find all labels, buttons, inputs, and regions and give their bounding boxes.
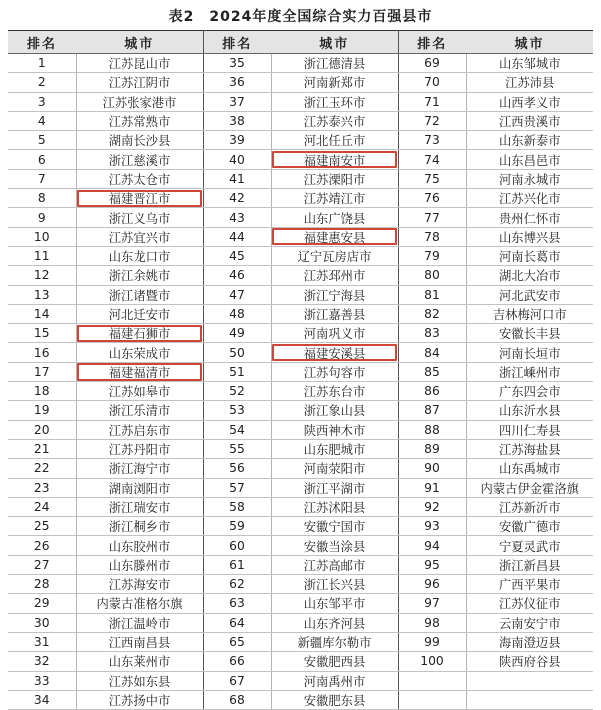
rank-cell: 46 — [203, 266, 271, 285]
rank-cell: 43 — [203, 208, 271, 227]
city-cell: 山东昌邑市 — [466, 150, 593, 169]
city-cell: 江苏新沂市 — [466, 497, 593, 516]
rank-cell: 13 — [8, 285, 76, 304]
rank-cell: 96 — [398, 575, 466, 594]
city-header: 城市 — [76, 31, 203, 54]
table-row — [8, 439, 593, 458]
rank-cell: 81 — [398, 285, 466, 304]
city-cell: 安徽长丰县 — [466, 324, 593, 343]
city-cell: 浙江长兴县 — [271, 575, 398, 594]
table-row — [8, 671, 593, 690]
city-cell: 江苏常熟市 — [76, 111, 203, 130]
city-cell: 山东肥城市 — [271, 439, 398, 458]
city-cell: 湖南浏阳市 — [76, 478, 203, 497]
city-cell: 山东邹城市 — [466, 54, 593, 73]
rank-cell: 83 — [398, 324, 466, 343]
rank-cell: 55 — [203, 439, 271, 458]
city-cell: 湖北大冶市 — [466, 266, 593, 285]
city-cell: 山东博兴县 — [466, 227, 593, 246]
city-cell: 江苏如东县 — [76, 671, 203, 690]
rank-cell: 61 — [203, 555, 271, 574]
city-cell: 浙江瑞安市 — [76, 497, 203, 516]
city-cell: 安徽肥西县 — [271, 652, 398, 671]
city-cell: 河南永城市 — [466, 169, 593, 188]
city-cell: 江苏丹阳市 — [76, 439, 203, 458]
table-row — [8, 690, 593, 709]
rank-cell: 68 — [203, 690, 271, 709]
city-cell: 山东邹平市 — [271, 594, 398, 613]
city-cell: 广东四会市 — [466, 382, 593, 401]
ranking-body — [8, 54, 593, 710]
table-row — [8, 575, 593, 594]
rank-cell: 15 — [8, 324, 76, 343]
rank-cell: 65 — [203, 632, 271, 651]
table-row — [8, 73, 593, 92]
table-row — [8, 478, 593, 497]
ranking-table — [8, 30, 593, 710]
rank-cell: 17 — [8, 362, 76, 381]
rank-cell: 30 — [8, 613, 76, 632]
rank-cell: 18 — [8, 382, 76, 401]
city-cell: 江苏宜兴市 — [76, 227, 203, 246]
table-row — [8, 401, 593, 420]
city-cell: 陕西神木市 — [271, 420, 398, 439]
city-cell: 内蒙古伊金霍洛旗 — [466, 478, 593, 497]
rank-cell: 29 — [8, 594, 76, 613]
highlighted-city-cell: 福建惠安县 — [271, 227, 398, 246]
rank-cell: 24 — [8, 497, 76, 516]
city-cell: 山东齐河县 — [271, 613, 398, 632]
table-row — [8, 497, 593, 516]
rank-cell: 49 — [203, 324, 271, 343]
city-cell: 河南长垣市 — [466, 343, 593, 362]
rank-cell: 56 — [203, 459, 271, 478]
city-cell: 河北迁安市 — [76, 304, 203, 323]
city-cell: 山东龙口市 — [76, 246, 203, 265]
rank-cell: 64 — [203, 613, 271, 632]
city-cell: 浙江余姚市 — [76, 266, 203, 285]
rank-cell: 76 — [398, 189, 466, 208]
rank-cell: 91 — [398, 478, 466, 497]
rank-cell: 92 — [398, 497, 466, 516]
rank-cell: 85 — [398, 362, 466, 381]
rank-cell: 60 — [203, 536, 271, 555]
city-cell: 浙江象山县 — [271, 401, 398, 420]
rank-cell: 8 — [8, 189, 76, 208]
city-cell: 江苏海盐县 — [466, 439, 593, 458]
table-row — [8, 246, 593, 265]
city-cell: 四川仁寿县 — [466, 420, 593, 439]
city-cell: 山东广饶县 — [271, 208, 398, 227]
rank-cell: 21 — [8, 439, 76, 458]
rank-cell: 25 — [8, 517, 76, 536]
rank-header: 排名 — [8, 31, 76, 54]
table-row — [8, 420, 593, 439]
table-row — [8, 594, 593, 613]
table-row — [8, 304, 593, 323]
rank-cell: 5 — [8, 131, 76, 150]
rank-cell: 99 — [398, 632, 466, 651]
highlighted-city-cell: 福建福清市 — [76, 362, 203, 381]
table-row — [8, 285, 593, 304]
table-row — [8, 92, 593, 111]
table-row — [8, 111, 593, 130]
city-cell: 江苏兴化市 — [466, 189, 593, 208]
rank-cell: 88 — [398, 420, 466, 439]
rank-cell: 78 — [398, 227, 466, 246]
rank-cell: 40 — [203, 150, 271, 169]
city-cell: 江西南昌县 — [76, 632, 203, 651]
rank-cell: 62 — [203, 575, 271, 594]
city-cell: 浙江乐清市 — [76, 401, 203, 420]
rank-cell: 75 — [398, 169, 466, 188]
city-cell: 江苏泰兴市 — [271, 111, 398, 130]
rank-cell: 53 — [203, 401, 271, 420]
rank-cell: 52 — [203, 382, 271, 401]
rank-cell: 37 — [203, 92, 271, 111]
city-cell: 江苏太仓市 — [76, 169, 203, 188]
table-row — [8, 131, 593, 150]
city-cell: 山东滕州市 — [76, 555, 203, 574]
city-cell: 江苏靖江市 — [271, 189, 398, 208]
highlighted-city-cell: 福建安溪县 — [271, 343, 398, 362]
rank-cell: 77 — [398, 208, 466, 227]
rank-cell: 94 — [398, 536, 466, 555]
rank-cell: 6 — [8, 150, 76, 169]
rank-cell: 74 — [398, 150, 466, 169]
city-cell: 新疆库尔勒市 — [271, 632, 398, 651]
highlighted-city-cell: 福建晋江市 — [76, 189, 203, 208]
city-cell: 江苏海安市 — [76, 575, 203, 594]
city-cell: 浙江新昌县 — [466, 555, 593, 574]
city-cell: 浙江宁海县 — [271, 285, 398, 304]
rank-cell: 90 — [398, 459, 466, 478]
rank-cell: 87 — [398, 401, 466, 420]
city-cell: 广西平果市 — [466, 575, 593, 594]
rank-cell: 20 — [8, 420, 76, 439]
rank-cell: 54 — [203, 420, 271, 439]
city-cell: 山西孝义市 — [466, 92, 593, 111]
city-cell: 江西贵溪市 — [466, 111, 593, 130]
rank-header: 排名 — [398, 31, 466, 54]
header-row — [8, 31, 593, 54]
city-cell: 浙江嘉善县 — [271, 304, 398, 323]
city-cell: 江苏昆山市 — [76, 54, 203, 73]
city-cell: 辽宁瓦房店市 — [271, 246, 398, 265]
rank-cell: 63 — [203, 594, 271, 613]
rank-cell: 41 — [203, 169, 271, 188]
city-cell: 内蒙古准格尔旗 — [76, 594, 203, 613]
city-cell: 江苏启东市 — [76, 420, 203, 439]
table-row — [8, 189, 593, 208]
rank-cell: 27 — [8, 555, 76, 574]
rank-cell: 28 — [8, 575, 76, 594]
rank-cell: 9 — [8, 208, 76, 227]
table-row — [8, 555, 593, 574]
city-cell: 河南长葛市 — [466, 246, 593, 265]
city-cell: 吉林梅河口市 — [466, 304, 593, 323]
city-cell: 浙江温岭市 — [76, 613, 203, 632]
rank-cell: 33 — [8, 671, 76, 690]
highlighted-city-cell: 福建南安市 — [271, 150, 398, 169]
rank-cell: 86 — [398, 382, 466, 401]
city-cell — [466, 671, 593, 690]
city-cell: 江苏邳州市 — [271, 266, 398, 285]
rank-cell: 44 — [203, 227, 271, 246]
rank-cell: 34 — [8, 690, 76, 709]
table-row — [8, 208, 593, 227]
table-row — [8, 459, 593, 478]
table-row — [8, 613, 593, 632]
rank-cell: 4 — [8, 111, 76, 130]
rank-cell: 50 — [203, 343, 271, 362]
rank-cell: 71 — [398, 92, 466, 111]
rank-cell: 7 — [8, 169, 76, 188]
city-cell: 江苏江阴市 — [76, 73, 203, 92]
table-row — [8, 150, 593, 169]
table-row — [8, 632, 593, 651]
rank-cell: 14 — [8, 304, 76, 323]
table-row — [8, 652, 593, 671]
rank-cell: 10 — [8, 227, 76, 246]
city-cell: 浙江嵊州市 — [466, 362, 593, 381]
city-cell: 贵州仁怀市 — [466, 208, 593, 227]
rank-cell: 51 — [203, 362, 271, 381]
rank-cell: 80 — [398, 266, 466, 285]
rank-cell: 57 — [203, 478, 271, 497]
rank-cell: 58 — [203, 497, 271, 516]
city-cell: 浙江海宁市 — [76, 459, 203, 478]
rank-cell: 12 — [8, 266, 76, 285]
table-row — [8, 536, 593, 555]
rank-cell: 35 — [203, 54, 271, 73]
rank-cell: 19 — [8, 401, 76, 420]
city-cell: 山东沂水县 — [466, 401, 593, 420]
city-cell: 江苏张家港市 — [76, 92, 203, 111]
city-cell: 安徽肥东县 — [271, 690, 398, 709]
city-cell: 云南安宁市 — [466, 613, 593, 632]
city-cell: 山东禹城市 — [466, 459, 593, 478]
city-cell: 江苏沛县 — [466, 73, 593, 92]
city-cell: 河南新郑市 — [271, 73, 398, 92]
rank-cell: 69 — [398, 54, 466, 73]
city-cell: 山东胶州市 — [76, 536, 203, 555]
city-cell: 河南禹州市 — [271, 671, 398, 690]
rank-cell: 31 — [8, 632, 76, 651]
rank-header: 排名 — [203, 31, 271, 54]
city-header: 城市 — [466, 31, 593, 54]
rank-cell: 98 — [398, 613, 466, 632]
rank-cell: 16 — [8, 343, 76, 362]
city-cell: 河南巩义市 — [271, 324, 398, 343]
city-cell: 浙江慈溪市 — [76, 150, 203, 169]
rank-cell: 32 — [8, 652, 76, 671]
rank-cell: 84 — [398, 343, 466, 362]
city-cell: 浙江平湖市 — [271, 478, 398, 497]
rank-cell: 45 — [203, 246, 271, 265]
rank-cell: 48 — [203, 304, 271, 323]
city-cell: 安徽广德市 — [466, 517, 593, 536]
city-cell: 海南澄迈县 — [466, 632, 593, 651]
table-caption: 表2 2024年度全国综合实力百强县市 — [168, 9, 433, 25]
rank-cell: 67 — [203, 671, 271, 690]
highlighted-city-cell: 福建石狮市 — [76, 324, 203, 343]
table-row — [8, 343, 593, 362]
city-cell: 陕西府谷县 — [466, 652, 593, 671]
city-cell: 安徽宁国市 — [271, 517, 398, 536]
table-row — [8, 382, 593, 401]
rank-cell: 42 — [203, 189, 271, 208]
table-row — [8, 517, 593, 536]
city-cell: 江苏高邮市 — [271, 555, 398, 574]
city-cell: 浙江玉环市 — [271, 92, 398, 111]
rank-cell: 2 — [8, 73, 76, 92]
city-cell: 江苏如皋市 — [76, 382, 203, 401]
city-cell: 河南荥阳市 — [271, 459, 398, 478]
table-row — [8, 362, 593, 381]
city-cell: 浙江诸暨市 — [76, 285, 203, 304]
city-cell: 河北任丘市 — [271, 131, 398, 150]
rank-cell: 38 — [203, 111, 271, 130]
table-row — [8, 227, 593, 246]
city-cell: 浙江德清县 — [271, 54, 398, 73]
city-cell — [466, 690, 593, 709]
table-row — [8, 169, 593, 188]
rank-cell: 93 — [398, 517, 466, 536]
table-row — [8, 266, 593, 285]
rank-cell: 73 — [398, 131, 466, 150]
rank-cell: 70 — [398, 73, 466, 92]
rank-cell: 39 — [203, 131, 271, 150]
city-cell: 山东荣成市 — [76, 343, 203, 362]
rank-cell: 100 — [398, 652, 466, 671]
city-cell: 江苏扬中市 — [76, 690, 203, 709]
city-cell: 江苏溧阳市 — [271, 169, 398, 188]
rank-cell: 23 — [8, 478, 76, 497]
rank-cell: 95 — [398, 555, 466, 574]
rank-cell: 79 — [398, 246, 466, 265]
rank-cell: 3 — [8, 92, 76, 111]
rank-cell — [398, 671, 466, 690]
table-row — [8, 54, 593, 73]
rank-cell: 97 — [398, 594, 466, 613]
city-cell: 山东莱州市 — [76, 652, 203, 671]
rank-cell: 66 — [203, 652, 271, 671]
city-cell: 江苏沭阳县 — [271, 497, 398, 516]
city-cell: 江苏句容市 — [271, 362, 398, 381]
rank-cell: 59 — [203, 517, 271, 536]
rank-cell: 26 — [8, 536, 76, 555]
rank-cell: 22 — [8, 459, 76, 478]
city-cell: 湖南长沙县 — [76, 131, 203, 150]
city-cell: 宁夏灵武市 — [466, 536, 593, 555]
city-cell: 安徽当涂县 — [271, 536, 398, 555]
city-cell: 浙江义乌市 — [76, 208, 203, 227]
rank-cell: 47 — [203, 285, 271, 304]
rank-cell: 82 — [398, 304, 466, 323]
city-cell: 浙江桐乡市 — [76, 517, 203, 536]
rank-cell: 89 — [398, 439, 466, 458]
city-cell: 江苏东台市 — [271, 382, 398, 401]
city-cell: 河北武安市 — [466, 285, 593, 304]
rank-cell: 1 — [8, 54, 76, 73]
rank-cell: 72 — [398, 111, 466, 130]
city-cell: 山东新泰市 — [466, 131, 593, 150]
table-row — [8, 324, 593, 343]
rank-cell: 11 — [8, 246, 76, 265]
city-cell: 江苏仪征市 — [466, 594, 593, 613]
city-header: 城市 — [271, 31, 398, 54]
rank-cell: 36 — [203, 73, 271, 92]
rank-cell — [398, 690, 466, 709]
